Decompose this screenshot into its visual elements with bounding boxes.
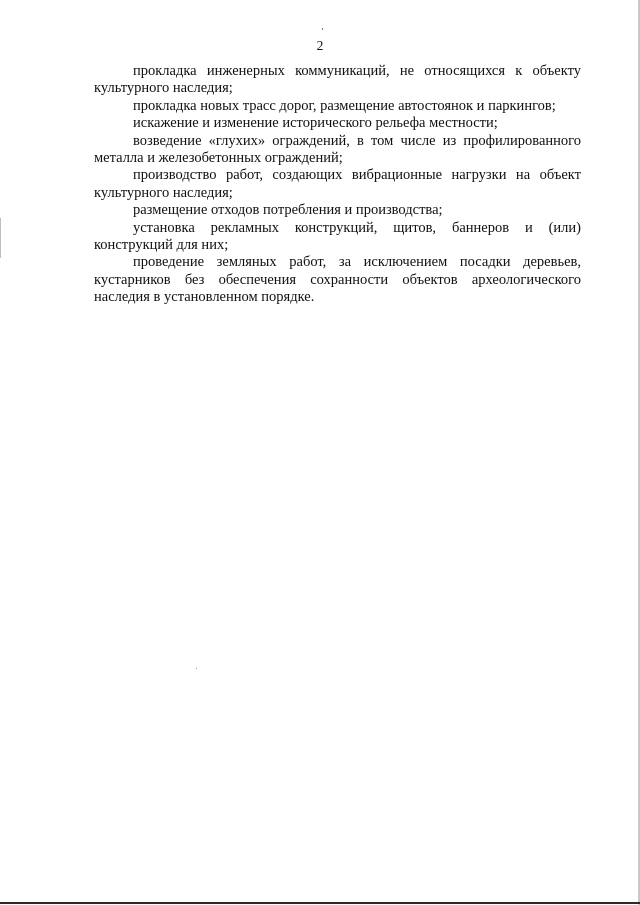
list-item: проведение земляных работ, за исключением посадки деревьев, кустарников без обеспечения сохранности объектов археологического наследия в установленном порядке. xyxy=(94,254,581,306)
scan-bottom-edge xyxy=(0,902,640,904)
list-item: искажение и изменение исторического рельефа местности; xyxy=(133,115,498,132)
list-item: установка рекламных конструкций, щитов, баннеров и (или) конструкций для них; xyxy=(94,219,581,254)
list-item: прокладка новых трасс дорог, размещение автостоянок и паркингов; xyxy=(133,97,556,114)
list-item: размещение отходов потребления и производства; xyxy=(133,202,443,219)
list-item: производство работ, создающих вибрационные нагрузки на объект культурного наследия; xyxy=(94,167,581,201)
page-number: 2 xyxy=(316,38,324,53)
restrictions-list xyxy=(94,63,581,307)
list-item: прокладка инженерных коммуникаций, не относящихся к объекту культурного наследия; xyxy=(94,63,581,97)
scan-mark xyxy=(322,28,323,30)
scan-edge-mark xyxy=(0,218,1,258)
list-item: возведение «глухих» ограждений, в том числе из профилированного металла и железобетонных ограждений; xyxy=(94,132,581,167)
scan-speck xyxy=(196,668,197,669)
